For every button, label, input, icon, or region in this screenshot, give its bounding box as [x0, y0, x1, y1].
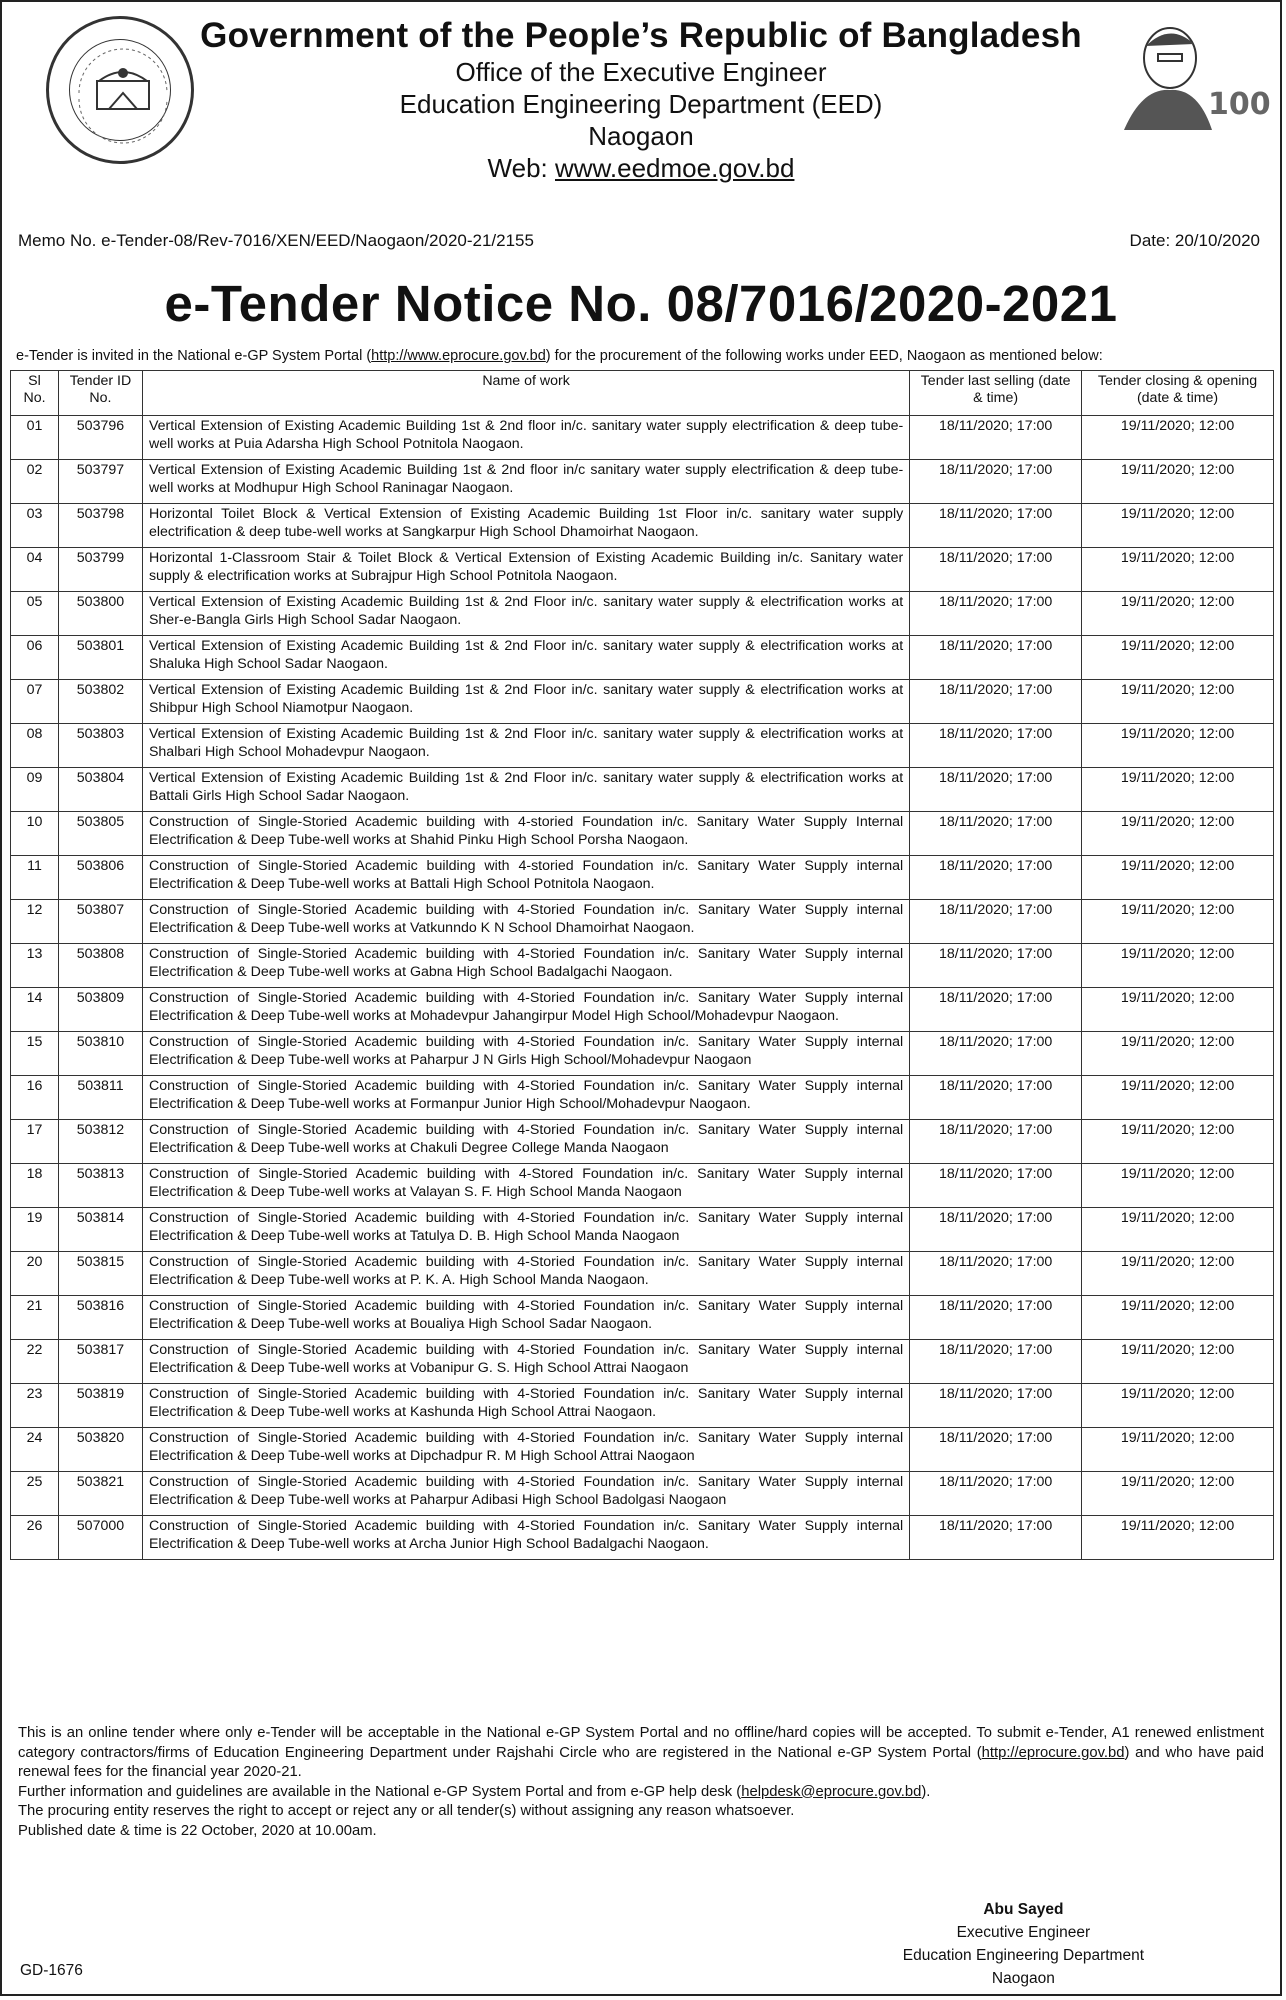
cell-sl: 10	[11, 812, 59, 856]
cell-sl: 14	[11, 988, 59, 1032]
cell-sl: 03	[11, 504, 59, 548]
eed-seal-icon	[46, 16, 194, 164]
tender-rows	[11, 416, 1274, 1560]
cell-sl: 25	[11, 1472, 59, 1516]
footer-para-2-pre: Further information and guidelines are available in the National e-GP System Portal and from e-GP help desk (	[18, 1783, 742, 1800]
cell-selling-date: 18/11/2020; 17:00	[910, 900, 1082, 944]
table-row	[11, 724, 1274, 768]
mujib-100-portrait-icon	[1112, 18, 1271, 133]
cell-selling-date: 18/11/2020; 17:00	[910, 1208, 1082, 1252]
footer-para-2	[18, 1783, 1264, 1803]
cell-closing-date: 19/11/2020; 12:00	[1082, 1252, 1274, 1296]
department-line: Education Engineering Department (EED)	[399, 89, 883, 119]
table-row	[11, 1076, 1274, 1120]
eprocure-portal-link[interactable]: http://eprocure.gov.bd	[981, 1744, 1125, 1761]
cell-sl: 07	[11, 680, 59, 724]
cell-closing-date: 19/11/2020; 12:00	[1082, 812, 1274, 856]
cell-closing-date: 19/11/2020; 12:00	[1082, 944, 1274, 988]
cell-work-name: Construction of Single-Storied Academic building with 4-Storied Foundation in/c. Sanitary Water Supply internal Electrification & Deep Tube-well works at Boualiya High School Sadar Naogaon.	[142, 1296, 909, 1340]
cell-tender-id: 503796	[58, 416, 142, 460]
cell-sl: 11	[11, 856, 59, 900]
cell-tender-id: 503801	[58, 636, 142, 680]
cell-closing-date: 19/11/2020; 12:00	[1082, 724, 1274, 768]
cell-selling-date: 18/11/2020; 17:00	[910, 680, 1082, 724]
table-row	[11, 1340, 1274, 1384]
table-header-row	[11, 371, 1274, 416]
intro-text	[16, 348, 1270, 364]
cell-tender-id: 507000	[58, 1516, 142, 1560]
cell-work-name: Construction of Single-Storied Academic building with 4-Storied Foundation in/c. Sanitary Water Supply internal Electrification & Deep Tube-well works at Paharpur Adibasi High School Badolgasi Naogaon	[142, 1472, 909, 1516]
cell-tender-id: 503803	[58, 724, 142, 768]
cell-sl: 02	[11, 460, 59, 504]
cell-work-name: Construction of Single-Storied Academic building with 4-Storied Foundation in/c. Sanitary Water Supply internal Electrification & Deep Tube-well works at Vatkunndo K N School Dhamoirhat Naogaon.	[142, 900, 909, 944]
table-row	[11, 680, 1274, 724]
signatory-department: Education Engineering Department	[902, 1947, 1144, 1964]
cell-selling-date: 18/11/2020; 17:00	[910, 1472, 1082, 1516]
cell-work-name: Vertical Extension of Existing Academic Building 1st & 2nd Floor in/c. sanitary water supply & electrification works at Shaluka High School Sadar Naogaon.	[142, 636, 909, 680]
web-link[interactable]: www.eedmoe.gov.bd	[555, 153, 795, 183]
cell-closing-date: 19/11/2020; 12:00	[1082, 988, 1274, 1032]
intro-post: ) for the procurement of the following works under EED, Naogaon as mentioned below:	[545, 348, 1103, 364]
cell-selling-date: 18/11/2020; 17:00	[910, 592, 1082, 636]
government-title: Government of the People’s Republic of Bangladesh	[200, 16, 1082, 55]
table-row	[11, 548, 1274, 592]
cell-work-name: Construction of Single-Storied Academic building with 4-storied Foundation in/c. Sanitary Water Supply internal Electrification & Deep Tube-well works at Battali High School Potnitola Naogaon.	[142, 856, 909, 900]
cell-sl: 17	[11, 1120, 59, 1164]
cell-work-name: Vertical Extension of Existing Academic Building 1st & 2nd floor in/c sanitary water supply electrification & deep tube-well works at Modhupur High School Raninagar Naogaon.	[142, 460, 909, 504]
col-header-tender-id: Tender ID No.	[58, 371, 142, 416]
cell-selling-date: 18/11/2020; 17:00	[910, 1252, 1082, 1296]
table-row	[11, 1208, 1274, 1252]
footer-para-1-post: ) and who have paid renewal fees for the financial year 2020-21.	[18, 1744, 1264, 1780]
cell-closing-date: 19/11/2020; 12:00	[1082, 1428, 1274, 1472]
cell-sl: 04	[11, 548, 59, 592]
footer-para-1	[18, 1724, 1264, 1783]
cell-selling-date: 18/11/2020; 17:00	[910, 1164, 1082, 1208]
footer-notes	[18, 1724, 1264, 1841]
cell-sl: 21	[11, 1296, 59, 1340]
cell-selling-date: 18/11/2020; 17:00	[910, 768, 1082, 812]
cell-tender-id: 503805	[58, 812, 142, 856]
table-row	[11, 944, 1274, 988]
table-row	[11, 1252, 1274, 1296]
cell-sl: 06	[11, 636, 59, 680]
cell-tender-id: 503806	[58, 856, 142, 900]
helpdesk-email-link[interactable]: helpdesk@eprocure.gov.bd	[741, 1783, 922, 1800]
memo-date: Date: 20/10/2020	[1129, 231, 1260, 250]
footer-para-3: The procuring entity reserves the right to accept or reject any or all tender(s) without assigning any reason whatsoever.	[18, 1803, 795, 1819]
cell-tender-id: 503817	[58, 1340, 142, 1384]
cell-work-name: Construction of Single-Storied Academic building with 4-Storied Foundation in/c. Sanitary Water Supply internal Electrification & Deep Tube-well works at Kashunda High School Attrai Naogaon.	[142, 1384, 909, 1428]
cell-work-name: Construction of Single-Storied Academic building with 4-Storied Foundation in/c. Sanitary Water Supply internal Electrification & Deep Tube-well works at Mohadevpur Jahangirpur Model High School/Mohadevpur Naogaon.	[142, 988, 909, 1032]
table-row	[11, 768, 1274, 812]
cell-closing-date: 19/11/2020; 12:00	[1082, 1516, 1274, 1560]
cell-selling-date: 18/11/2020; 17:00	[910, 504, 1082, 548]
footer-para-2-post: ).	[921, 1783, 931, 1800]
memo-number: Memo No. e-Tender-08/Rev-7016/XEN/EED/Naogaon/2020-21/2155	[18, 231, 534, 250]
table-row	[11, 504, 1274, 548]
cell-sl: 09	[11, 768, 59, 812]
cell-tender-id: 503808	[58, 944, 142, 988]
table-row	[11, 592, 1274, 636]
cell-sl: 01	[11, 416, 59, 460]
table-row	[11, 988, 1274, 1032]
table-row	[11, 1428, 1274, 1472]
table-row	[11, 460, 1274, 504]
cell-tender-id: 503810	[58, 1032, 142, 1076]
cell-tender-id: 503819	[58, 1384, 142, 1428]
cell-selling-date: 18/11/2020; 17:00	[910, 636, 1082, 680]
cell-work-name: Vertical Extension of Existing Academic Building 1st & 2nd Floor in/c. sanitary water supply & electrification works at Sher-e-Bangla Girls High School Sadar Naogaon.	[142, 592, 909, 636]
cell-sl: 26	[11, 1516, 59, 1560]
col-header-sl: Sl No.	[11, 371, 59, 416]
cell-closing-date: 19/11/2020; 12:00	[1082, 1120, 1274, 1164]
cell-sl: 15	[11, 1032, 59, 1076]
cell-work-name: Vertical Extension of Existing Academic Building 1st & 2nd Floor in/c. sanitary water supply & electrification works at Battali Girls High School Sadar Naogaon.	[142, 768, 909, 812]
footer-para-4: Published date & time is 22 October, 2020 at 10.00am.	[18, 1822, 377, 1839]
cell-work-name: Vertical Extension of Existing Academic Building 1st & 2nd Floor in/c. sanitary water supply & electrification works at Shibpur High School Niamotpur Naogaon.	[142, 680, 909, 724]
signatory-name: Abu Sayed	[983, 1901, 1064, 1918]
cell-tender-id: 503800	[58, 592, 142, 636]
cell-work-name: Vertical Extension of Existing Academic Building 1st & 2nd floor in/c. sanitary water supply electrification & deep tube-well works at Puia Adarsha High School Potnitola Naogaon.	[142, 416, 909, 460]
cell-tender-id: 503798	[58, 504, 142, 548]
table-row	[11, 1472, 1274, 1516]
cell-selling-date: 18/11/2020; 17:00	[910, 1296, 1082, 1340]
cell-work-name: Construction of Single-Storied Academic building with 4-Storied Foundation in/c. Sanitary Water Supply internal Electrification & Deep Tube-well works at P. K. A. High School Manda Naogaon.	[142, 1252, 909, 1296]
table-row	[11, 1032, 1274, 1076]
cell-selling-date: 18/11/2020; 17:00	[910, 988, 1082, 1032]
cell-sl: 18	[11, 1164, 59, 1208]
cell-sl: 20	[11, 1252, 59, 1296]
cell-selling-date: 18/11/2020; 17:00	[910, 460, 1082, 504]
table-row	[11, 636, 1274, 680]
signature-block	[903, 1898, 1144, 1990]
cell-work-name: Horizontal Toilet Block & Vertical Extension of Existing Academic Building 1st Floor in/c. sanitary water supply electrification & deep tube-well works at Sangkarpur High School Dhamoirhat Naogaon.	[142, 504, 909, 548]
cell-work-name: Construction of Single-Storied Academic building with 4-Storied Foundation in/c. Sanitary Water Supply internal Electrification & Deep Tube-well works at Formanpur Junior High School/Mohadevpur Naogaon.	[142, 1076, 909, 1120]
table-row	[11, 1296, 1274, 1340]
cell-tender-id: 503811	[58, 1076, 142, 1120]
office-line: Office of the Executive Engineer	[455, 57, 827, 87]
cell-closing-date: 19/11/2020; 12:00	[1082, 856, 1274, 900]
col-header-selling: Tender last selling (date & time)	[910, 371, 1082, 416]
col-header-work: Name of work	[142, 371, 909, 416]
table-row	[11, 900, 1274, 944]
cell-tender-id: 503813	[58, 1164, 142, 1208]
cell-work-name: Construction of Single-Storied Academic building with 4-Storied Foundation in/c. Sanitary Water Supply internal Electrification & Deep Tube-well works at Gabna High School Badalgachi Naogaon.	[142, 944, 909, 988]
cell-closing-date: 19/11/2020; 12:00	[1082, 460, 1274, 504]
table-row	[11, 856, 1274, 900]
cell-tender-id: 503797	[58, 460, 142, 504]
cell-work-name: Construction of Single-Storied Academic building with 4-Storied Foundation in/c. Sanitary Water Supply internal Electrification & Deep Tube-well works at Dipchadpur R. M High School Attrai Naogaon	[142, 1428, 909, 1472]
memo-row	[18, 231, 1260, 251]
cell-selling-date: 18/11/2020; 17:00	[910, 1076, 1082, 1120]
cell-selling-date: 18/11/2020; 17:00	[910, 944, 1082, 988]
table-row	[11, 812, 1274, 856]
cell-closing-date: 19/11/2020; 12:00	[1082, 1208, 1274, 1252]
cell-closing-date: 19/11/2020; 12:00	[1082, 1472, 1274, 1516]
cell-selling-date: 18/11/2020; 17:00	[910, 1032, 1082, 1076]
cell-closing-date: 19/11/2020; 12:00	[1082, 680, 1274, 724]
cell-sl: 19	[11, 1208, 59, 1252]
cell-tender-id: 503821	[58, 1472, 142, 1516]
svg-text:100: 100	[1208, 87, 1271, 122]
table-row	[11, 1120, 1274, 1164]
table-row	[11, 1516, 1274, 1560]
cell-tender-id: 503814	[58, 1208, 142, 1252]
cell-selling-date: 18/11/2020; 17:00	[910, 812, 1082, 856]
cell-tender-id: 503809	[58, 988, 142, 1032]
cell-closing-date: 19/11/2020; 12:00	[1082, 900, 1274, 944]
cell-closing-date: 19/11/2020; 12:00	[1082, 416, 1274, 460]
tender-table	[10, 370, 1274, 1560]
cell-sl: 13	[11, 944, 59, 988]
table-row	[11, 1384, 1274, 1428]
cell-sl: 16	[11, 1076, 59, 1120]
cell-selling-date: 18/11/2020; 17:00	[910, 1120, 1082, 1164]
cell-work-name: Construction of Single-Storied Academic building with 4-Storied Foundation in/c. Sanitary Water Supply internal Electrification & Deep Tube-well works at Paharpur J N Girls High School/Mohadevpur Naogaon	[142, 1032, 909, 1076]
notice-title: e-Tender Notice No. 08/7016/2020-2021	[164, 275, 1118, 332]
cell-work-name: Construction of Single-Storied Academic building with 4-Storied Foundation in/c. Sanitary Water Supply internal Electrification & Deep Tube-well works at Tatulya D. B. High School Manda Naogaon	[142, 1208, 909, 1252]
eprocure-link[interactable]: http://www.eprocure.gov.bd	[371, 348, 546, 364]
cell-closing-date: 19/11/2020; 12:00	[1082, 1384, 1274, 1428]
cell-closing-date: 19/11/2020; 12:00	[1082, 1032, 1274, 1076]
table-row	[11, 1164, 1274, 1208]
cell-closing-date: 19/11/2020; 12:00	[1082, 1296, 1274, 1340]
cell-tender-id: 503804	[58, 768, 142, 812]
col-header-closing: Tender closing & opening (date & time)	[1082, 371, 1274, 416]
cell-work-name: Construction of Single-Storied Academic building with 4-Storied Foundation in/c. Sanitary Water Supply internal Electrification & Deep Tube-well works at Chakuli Degree College Manda Naogaon	[142, 1120, 909, 1164]
cell-tender-id: 503812	[58, 1120, 142, 1164]
cell-tender-id: 503807	[58, 900, 142, 944]
footer-para-1-pre: This is an online tender where only e-Tender will be acceptable in the National e-GP System Portal and no offline/hard copies will be accepted. To submit e-Tender, A1 renewed enlistment category contractors/firms of Education Engineering Department under Rajshahi Circle who are registered in the National e-GP System Portal (	[18, 1725, 1264, 1761]
cell-work-name: Construction of Single-Storied Academic building with 4-Storied Foundation in/c. Sanitary Water Supply internal Electrification & Deep Tube-well works at Vobanipur G. S. High School Attrai Naogaon	[142, 1340, 909, 1384]
cell-work-name: Vertical Extension of Existing Academic Building 1st & 2nd Floor in/c. sanitary water supply & electrification works at Shalbari High School Mohadevpur Naogaon.	[142, 724, 909, 768]
cell-selling-date: 18/11/2020; 17:00	[910, 416, 1082, 460]
intro-pre: e-Tender is invited in the National e-GP System Portal (	[16, 348, 372, 364]
cell-sl: 22	[11, 1340, 59, 1384]
cell-work-name: Construction of Single-Storied Academic building with 4-Storied Foundation in/c. Sanitary Water Supply internal Electrification & Deep Tube-well works at Archa Junior High School Badalgachi Naogaon.	[142, 1516, 909, 1560]
cell-selling-date: 18/11/2020; 17:00	[910, 1516, 1082, 1560]
location-line: Naogaon	[588, 121, 694, 151]
cell-selling-date: 18/11/2020; 17:00	[910, 724, 1082, 768]
cell-closing-date: 19/11/2020; 12:00	[1082, 1076, 1274, 1120]
cell-selling-date: 18/11/2020; 17:00	[910, 548, 1082, 592]
cell-selling-date: 18/11/2020; 17:00	[910, 1384, 1082, 1428]
cell-sl: 05	[11, 592, 59, 636]
table-row	[11, 416, 1274, 460]
cell-tender-id: 503820	[58, 1428, 142, 1472]
cell-sl: 24	[11, 1428, 59, 1472]
cell-tender-id: 503816	[58, 1296, 142, 1340]
cell-closing-date: 19/11/2020; 12:00	[1082, 1164, 1274, 1208]
cell-closing-date: 19/11/2020; 12:00	[1082, 1340, 1274, 1384]
cell-closing-date: 19/11/2020; 12:00	[1082, 592, 1274, 636]
web-label: Web:	[487, 153, 548, 183]
signatory-designation: Executive Engineer	[956, 1924, 1091, 1941]
cell-closing-date: 19/11/2020; 12:00	[1082, 636, 1274, 680]
cell-work-name: Construction of Single-Storied Academic building with 4-Stored Foundation in/c. Sanitary Water Supply internal Electrification & Deep Tube-well works at Valayan S. F. High School Manda Naogaon	[142, 1164, 909, 1208]
cell-closing-date: 19/11/2020; 12:00	[1082, 504, 1274, 548]
cell-work-name: Construction of Single-Storied Academic building with 4-storied Foundation in/c. Sanitary Water Supply Internal Electrification & Deep Tube-well works at Shahid Pinku High School Porsha Naogaon.	[142, 812, 909, 856]
cell-tender-id: 503799	[58, 548, 142, 592]
cell-sl: 08	[11, 724, 59, 768]
cell-selling-date: 18/11/2020; 17:00	[910, 1340, 1082, 1384]
cell-closing-date: 19/11/2020; 12:00	[1082, 768, 1274, 812]
gd-code: GD-1676	[20, 1962, 83, 1979]
cell-selling-date: 18/11/2020; 17:00	[910, 1428, 1082, 1472]
cell-work-name: Horizontal 1-Classroom Stair & Toilet Block & Vertical Extension of Existing Academic Building in/c. Sanitary water supply & electrification works at Subrajpur High School Potnitola Naogaon.	[142, 548, 909, 592]
cell-closing-date: 19/11/2020; 12:00	[1082, 548, 1274, 592]
cell-tender-id: 503815	[58, 1252, 142, 1296]
cell-sl: 12	[11, 900, 59, 944]
cell-tender-id: 503802	[58, 680, 142, 724]
header	[2, 2, 1280, 220]
signatory-location: Naogaon	[991, 1970, 1055, 1987]
cell-selling-date: 18/11/2020; 17:00	[910, 856, 1082, 900]
cell-sl: 23	[11, 1384, 59, 1428]
